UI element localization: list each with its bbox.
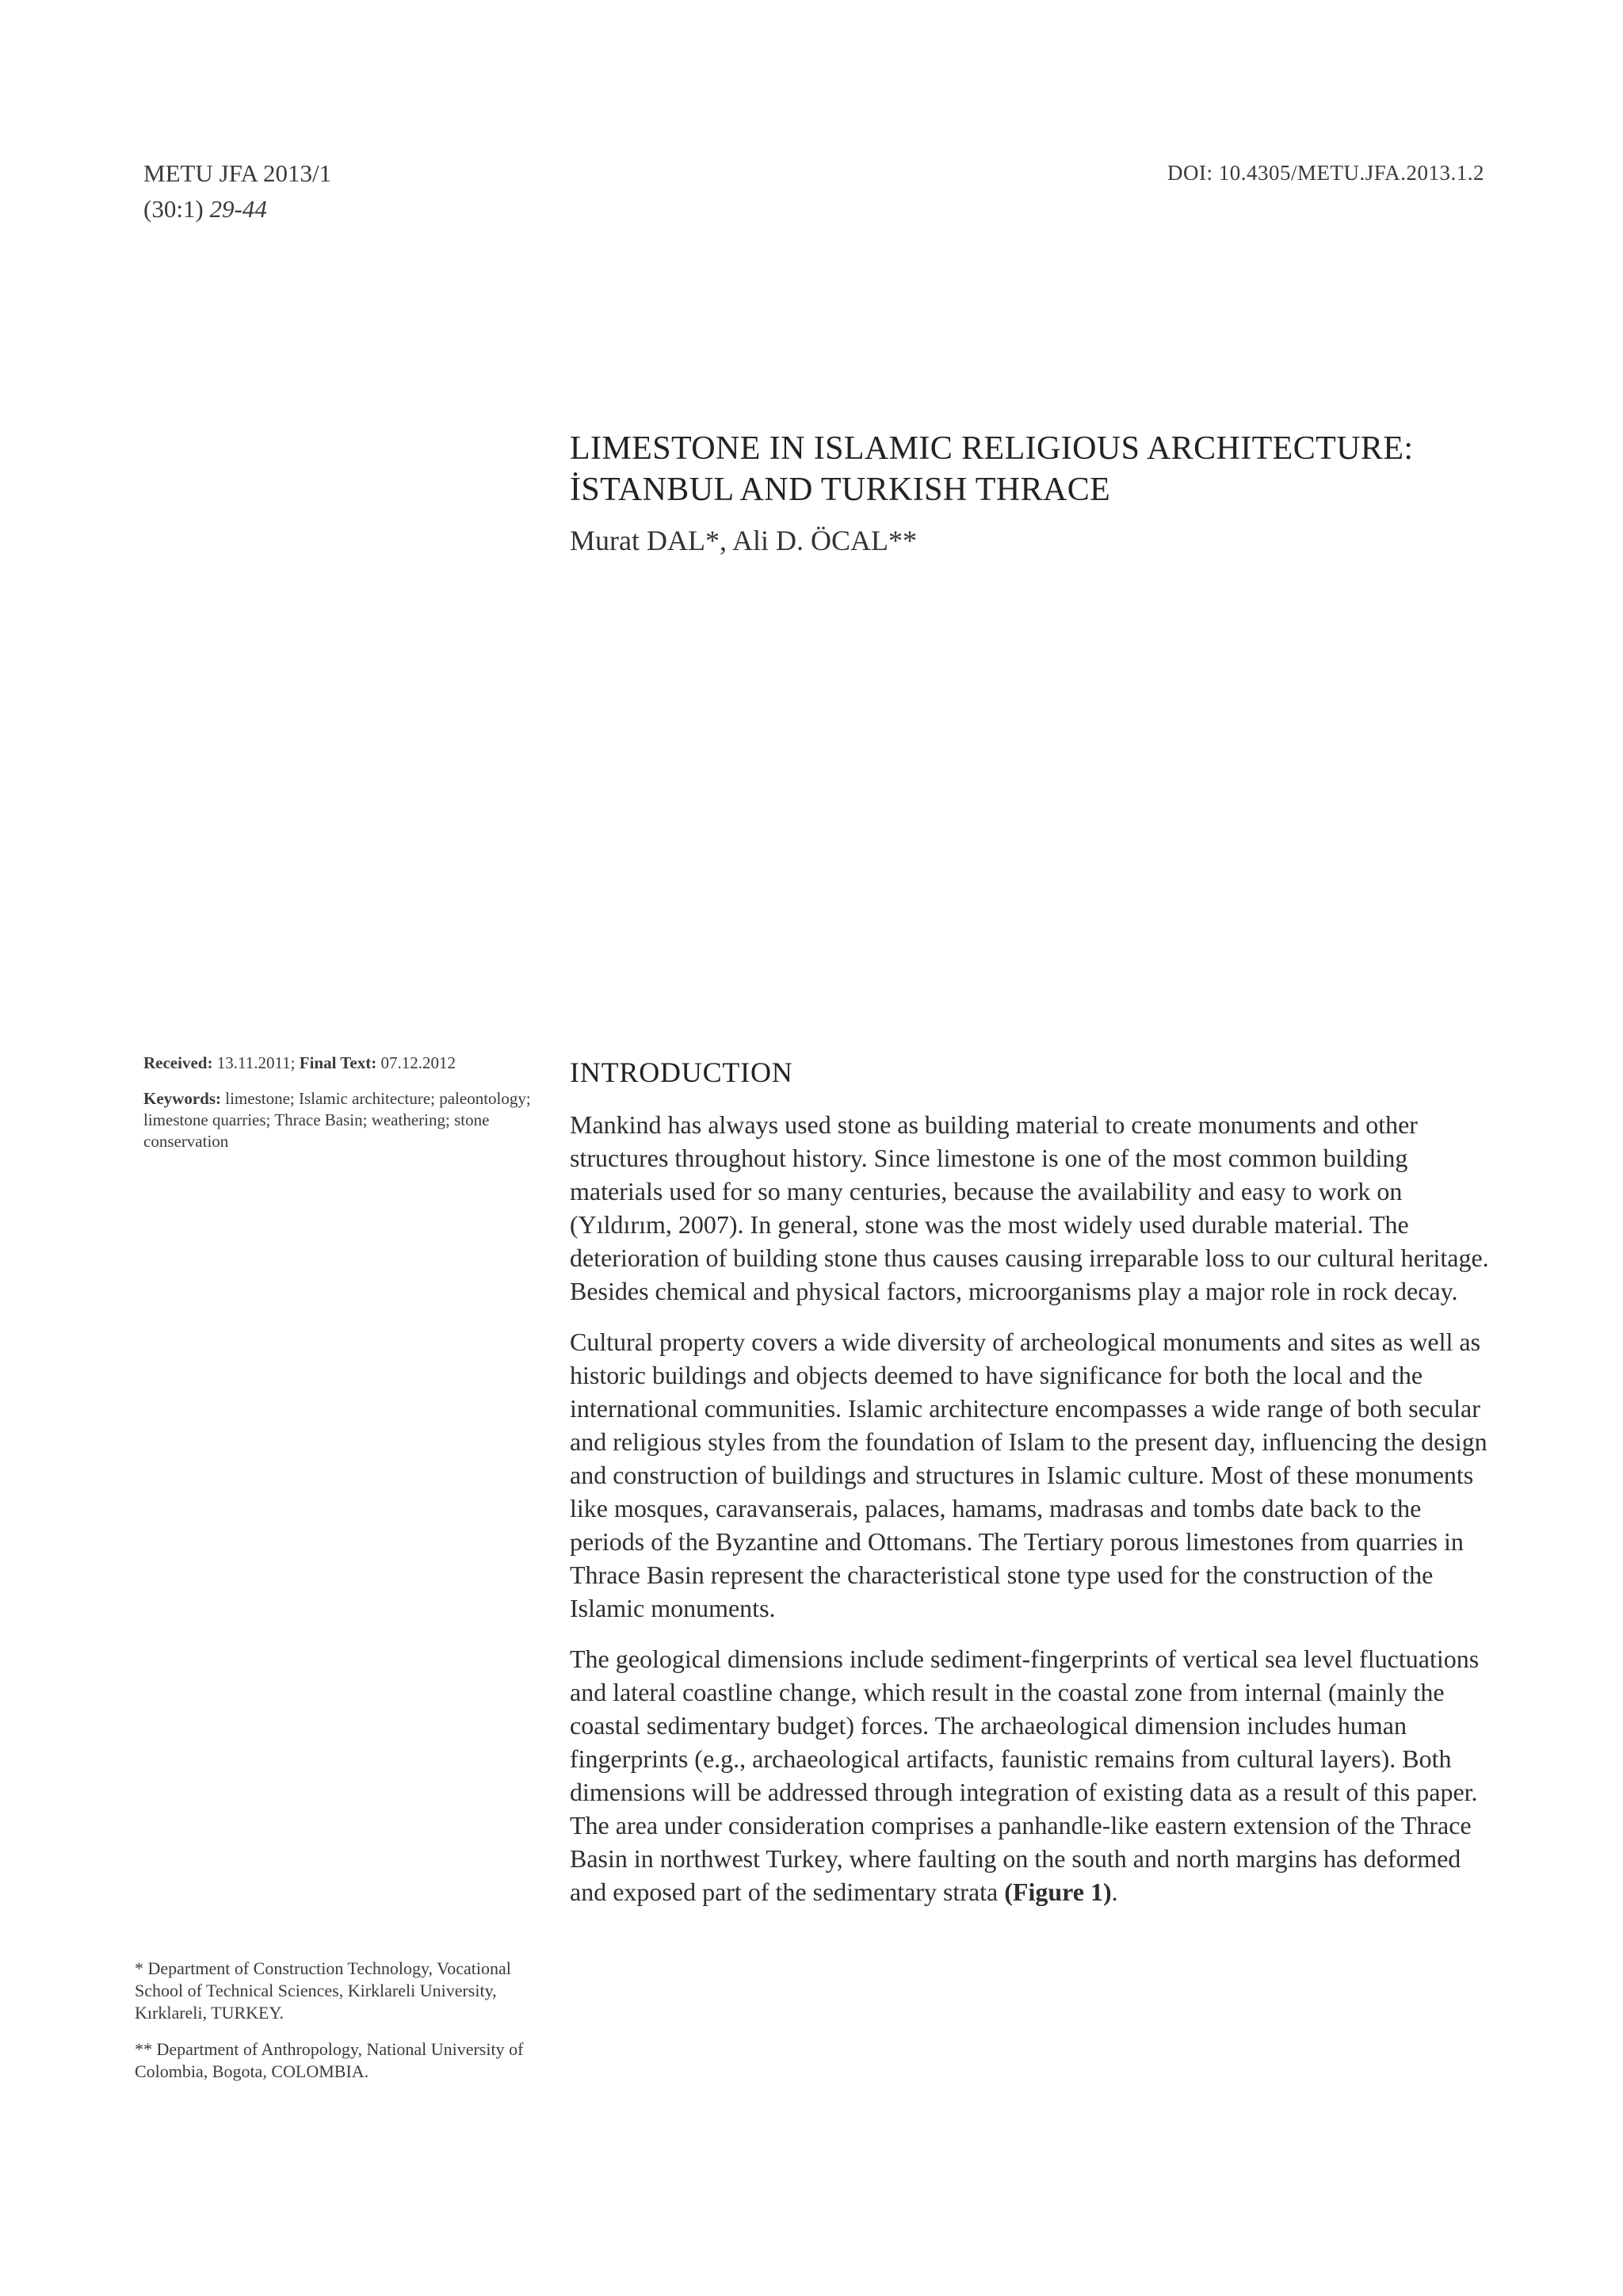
article-title-line-2: İSTANBUL AND TURKISH THRACE — [570, 472, 1111, 508]
final-text-value: 07.12.2012 — [376, 1053, 456, 1072]
body-text — [570, 1108, 1497, 1926]
journal-volume: (30:1) — [143, 195, 210, 223]
paragraph-3-end: . — [1111, 1878, 1118, 1906]
journal-info — [143, 155, 331, 227]
keywords — [143, 1088, 540, 1152]
affiliation-2: ** Department of Anthropology, National University of Colombia, Bogota, COLOMBIA. — [135, 2039, 524, 2081]
paragraph-1: Mankind has always used stone as building material to create monuments and other structures throughout history. Since limestone is one of the most common building materials used for so many centuries, because the availability and easy to work on (Yıldırım, 2007). In general, stone was the most widely used durable material. The deterioration of building stone thus causes causing irreparable loss to our cultural heritage. Besides chemical and physical factors, microorganisms play a major role in rock decay. — [570, 1110, 1489, 1305]
figure-1-reference[interactable]: (Figure 1) — [1004, 1878, 1112, 1906]
article-meta — [143, 1052, 540, 1167]
received-value: 13.11.2011; — [212, 1053, 300, 1072]
journal-volume-pages — [143, 191, 331, 227]
journal-pages: 29-44 — [209, 195, 267, 223]
doi: DOI: 10.4305/METU.JFA.2013.1.2 — [1167, 161, 1484, 185]
affiliations — [135, 1958, 547, 2097]
received-dates — [143, 1052, 540, 1074]
received-label: Received: — [143, 1053, 213, 1072]
article-authors: Murat DAL*, Ali D. ÖCAL** — [570, 525, 917, 556]
paragraph-2: Cultural property covers a wide diversity of archeological monuments and sites as well as historic buildings and objects deemed to have significance for both the local and the international communities. Islamic architecture encompasses a wide range of both secular and religious styles from the foundation of Islam to the present day, influencing the design and construction of buildings and structures in Islamic culture. Most of these monuments like mosques, caravanserais, palaces, hamams, madrasas and tombs date back to the periods of the Byzantine and Ottomans. The Tertiary porous limestones from quarries in Thrace Basin represent the characteristical stone type used for the construction of the Islamic monuments. — [570, 1328, 1487, 1622]
article-title-line-1: LIMESTONE IN ISLAMIC RELIGIOUS ARCHITECTURE: — [570, 430, 1414, 467]
paragraph-3-text: The geological dimensions include sediment-fingerprints of vertical sea level fluctuations and lateral coastline change, which result in the coastal zone from internal (mainly the coastal sedimentary budget) forces. The archaeological dimension includes human fingerprints (e.g., archaeological artifacts, faunistic remains from cultural layers). Both dimensions will be addressed through integration of existing data as a result of this paper. The area under consideration comprises a panhandle-like eastern extension of the Thrace Basin in northwest Turkey, where faulting on the south and north margins has deformed and exposed part of the sedimentary strata — [570, 1645, 1480, 1906]
title-block — [570, 428, 1521, 560]
final-text-label: Final Text: — [299, 1053, 377, 1072]
keywords-label: Keywords: — [143, 1089, 221, 1108]
keywords-value: limestone; Islamic architecture; paleontology; limestone quarries; Thrace Basin; weathering; stone conservation — [143, 1089, 531, 1151]
journal-issue: METU JFA 2013/1 — [143, 159, 332, 187]
affiliation-1: * Department of Construction Technology, Vocational School of Technical Sciences, Kirklareli University, Kırklareli, TURKEY. — [135, 1958, 511, 2023]
section-title: INTRODUCTION — [570, 1056, 793, 1088]
paragraph-3 — [570, 1642, 1497, 1908]
